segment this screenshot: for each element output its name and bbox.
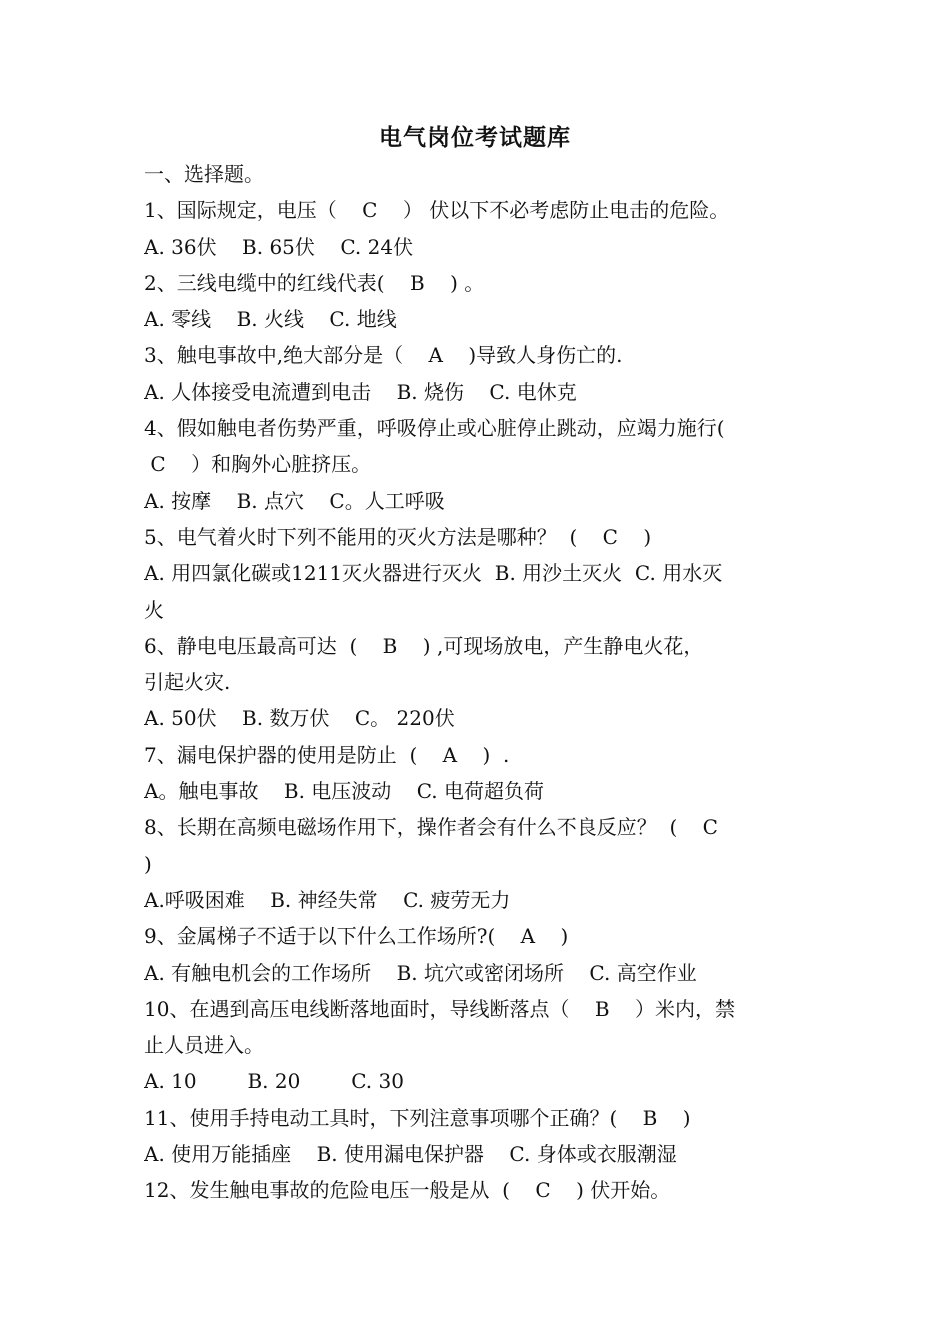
question-text: 9、金属梯子不适于以下什么工作场所?( A ) <box>144 924 569 949</box>
options-text: A. 10 B. 20 C. 30 <box>144 1069 404 1094</box>
question-text: 4、假如触电者伤势严重，呼吸停止或心脏停止跳动，应竭力施行( <box>144 416 725 441</box>
question-text-continued: 止人员进入。 <box>144 1033 264 1058</box>
options-text: A.呼吸困难 B. 神经失常 C. 疲劳无力 <box>144 887 511 912</box>
options-text-continued: 火 <box>144 597 164 622</box>
section-heading: 一、选择题。 <box>144 162 264 186</box>
question-text: 8、长期在高频电磁场作用下，操作者会有什么不良反应？ ( C <box>144 815 718 840</box>
question-text-continued: C ）和胸外心脏挤压。 <box>144 452 372 477</box>
question-text: 5、电气着火时下列不能用的灭火方法是哪种？ ( C ) <box>144 524 652 549</box>
document-title: 电气岗位考试题库 <box>379 124 571 151</box>
question-text: 7、漏电保护器的使用是防止 ( A ) . <box>144 742 510 767</box>
question-text-continued: 引起火灾. <box>144 670 231 695</box>
options-text: A. 有触电机会的工作场所 B. 坑穴或密闭场所 C. 高空作业 <box>144 960 697 985</box>
options-text: A。触电事故 B. 电压波动 C. 电荷超负荷 <box>144 779 545 804</box>
question-text: 2、三线电缆中的红线代表( B ) 。 <box>144 270 485 295</box>
options-text: A. 使用万能插座 B. 使用漏电保护器 C. 身体或衣服潮湿 <box>144 1142 677 1167</box>
question-text: 10、在遇到高压电线断落地面时，导线断落点（ B ）米内，禁 <box>144 996 736 1021</box>
options-text: A. 36伏 B. 65伏 C. 24伏 <box>144 234 414 259</box>
options-text: A. 零线 B. 火线 C. 地线 <box>144 307 397 332</box>
options-text: A. 人体接受电流遭到电击 B. 烧伤 C. 电休克 <box>144 379 577 404</box>
question-text: 12、发生触电事故的危险电压一般是从 ( C ) 伏开始。 <box>144 1178 671 1203</box>
question-text: 3、触电事故中,绝大部分是（ A )导致人身伤亡的. <box>144 343 623 368</box>
question-text: 11、使用手持电动工具时，下列注意事项哪个正确？( B ) <box>144 1105 691 1130</box>
options-text: A. 按摩 B. 点穴 C。人工呼吸 <box>144 488 445 513</box>
question-text: 1、国际规定，电压（ C ） 伏以下不必考虑防止电击的危险。 <box>144 198 730 223</box>
options-text: A. 用四氯化碳或1211灭火器进行灭火 B. 用沙土灭火 C. 用水灭 <box>144 561 723 586</box>
options-text: A. 50伏 B. 数万伏 C。 220伏 <box>144 706 455 731</box>
question-text-continued: ) <box>144 851 152 876</box>
question-list <box>144 156 816 1209</box>
question-text: 6、静电电压最高可达 ( B ) ,可现场放电，产生静电火花， <box>144 633 704 658</box>
